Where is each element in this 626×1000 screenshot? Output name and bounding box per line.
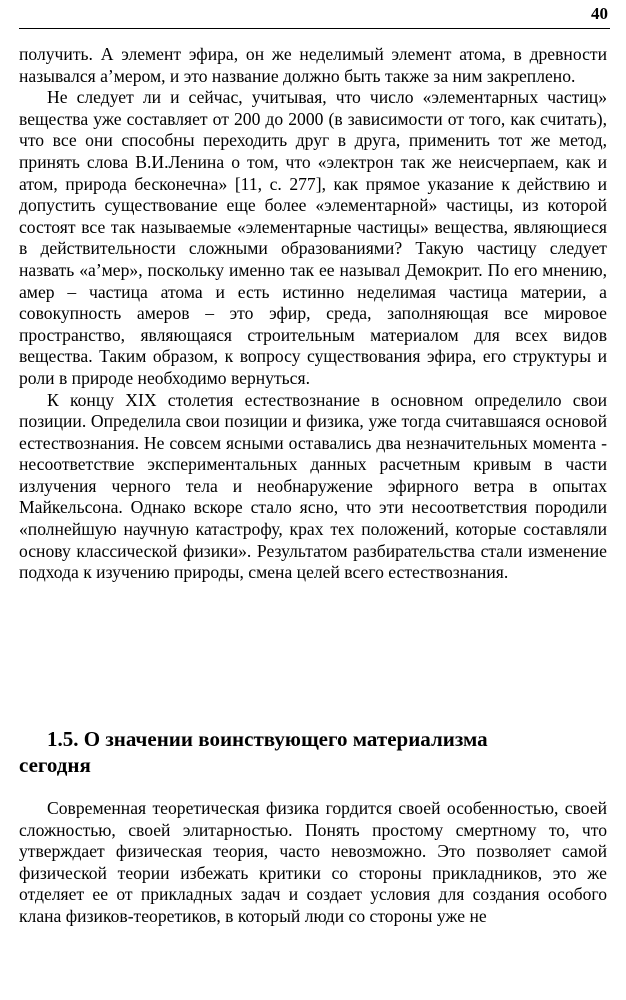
- page-number: 40: [591, 4, 608, 23]
- paragraph-modern-physics: Современная теоретическая физика гордится своей особенностью, своей сложностью, своей элитарностью. Понять простому смертному то, что утверждает физическая теория, часто невозможно. Это позволяет самой физической теории избежать критики со стороны прикладников, это же отделяет ее от прикладных задач и создает условия для создания особого клана физиков-теоретиков, в который люди со стороны уже не: [19, 798, 607, 926]
- paragraph-amer: Не следует ли и сейчас, учитывая, что число «элементарных частиц» вещества уже составляет от 200 до 2000 (в зависимости от того, как считать), что все они способны переходить друг в друга, применить тот же метод, принять слова В.И.Ленина о том, что «электрон так же неисчерпаем, как и атом, природа бесконечна» [11, с. 277], как прямое указание к действию и допустить существование еще более «элементарной» частицы, из которой состоят все так называемые «элементарные частицы» вещества, являющиеся в действительности сложными образованиями? Такую частицу следует назвать «а’мер», поскольку именно так ее называл Демокрит. По его мнению, амер – частица атома и есть истинно неделимая частица материи, а совокупность амеров – это эфир, среда, заполняющая все мировое пространство, являющаяся строительным материалом для всех видов вещества. Таким образом, к вопросу существования эфира, его структуры и роли в природе необходимо вернуться.: [19, 87, 607, 388]
- main-text-bottom: [19, 798, 607, 928]
- main-text-top: [19, 44, 607, 584]
- paragraph-xix-century: К концу XIX столетия естествознание в основном определило свои позиции. Определила свои позиции и физика, уже тогда считавшаяся основой естествознания. Не совсем ясными оставались два незначительных момента - несоответствие экспериментальных данных расчетным кривым в части излучения черного тела и необнаружение эфирного ветра в опытах Майкельсона. Однако вскоре стало ясно, что эти несоответствия породили «полнейшую научную катастрофу, крах тех положений, которые составляли основу классической физики». Результатом разбирательства стали изменение подхода к изучению природы, смена целей всего естествознания.: [19, 389, 607, 583]
- section-heading-line-1: 1.5. О значении воинствующего материализма: [47, 727, 488, 751]
- header-divider: [19, 28, 610, 29]
- section-heading: [19, 726, 607, 778]
- paragraph-continuation: получить. А элемент эфира, он же неделимый элемент атома, в древности назывался а’мером, и это название должно быть также за ним закреплено.: [19, 44, 607, 86]
- section-heading-line-2: сегодня: [19, 753, 91, 777]
